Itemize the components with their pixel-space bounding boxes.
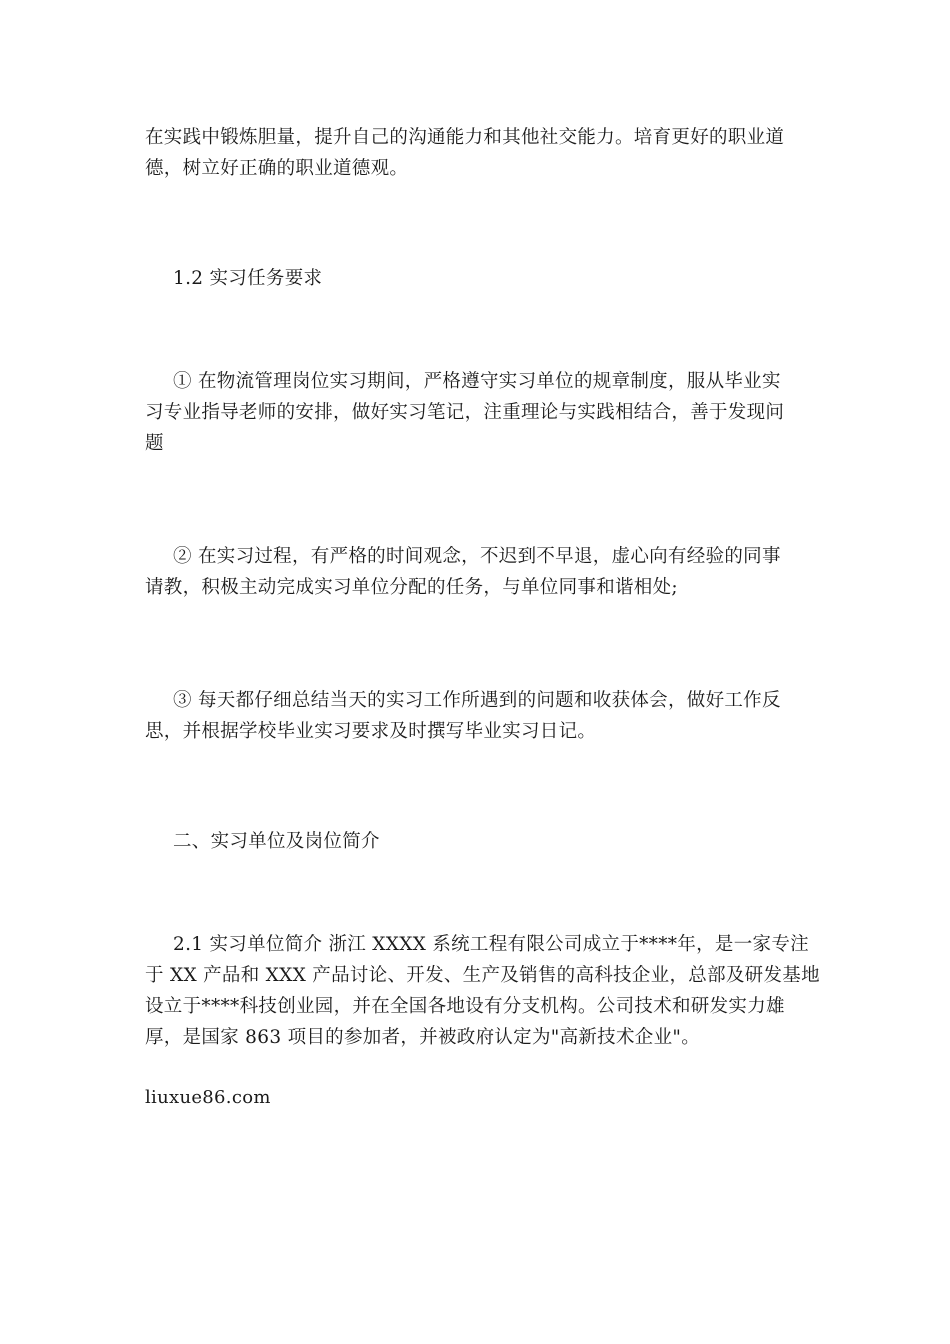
text-line: ① 在物流管理岗位实习期间，严格遵守实习单位的规章制度，服从毕业实 <box>173 371 781 392</box>
text-line: 思，并根据学校毕业实习要求及时撰写毕业实习日记。 <box>145 721 597 742</box>
text-line: ② 在实习过程，有严格的时间观念，不迟到不早退，虚心向有经验的同事 <box>173 546 781 567</box>
text-line: 设立于****科技创业园，并在全国各地设有分支机构。公司技术和研发实力雄 <box>145 996 785 1017</box>
text-line: 习专业指导老师的安排，做好实习笔记，注重理论与实践相结合，善于发现问 <box>145 402 785 423</box>
section-heading-2 <box>145 826 805 857</box>
text-line: 题 <box>145 433 164 454</box>
source-url: liuxue86.com <box>145 1087 271 1108</box>
text-line: ③ 每天都仔细总结当天的实习工作所遇到的问题和收获体会，做好工作反 <box>173 690 781 711</box>
text-line: 德，树立好正确的职业道德观。 <box>145 158 409 179</box>
paragraph-company-intro <box>145 929 820 1053</box>
heading-text: 1.2 实习任务要求 <box>173 268 323 289</box>
heading-text: 二、实习单位及岗位简介 <box>173 831 380 852</box>
text-line: 2.1 实习单位简介 浙江 XXXX 系统工程有限公司成立于****年，是一家专注 <box>173 934 809 955</box>
paragraph-requirement-1 <box>145 366 805 459</box>
section-heading-1-2 <box>145 263 805 294</box>
text-line: 于 XX 产品和 XXX 产品讨论、开发、生产及销售的高科技企业，总部及研发基地 <box>145 965 820 986</box>
text-line: 请教，积极主动完成实习单位分配的任务，与单位同事和谐相处; <box>145 577 678 598</box>
text-line: 厚，是国家 863 项目的参加者，并被政府认定为"高新技术企业"。 <box>145 1027 700 1048</box>
paragraph-requirement-3 <box>145 685 805 747</box>
text-line: 在实践中锻炼胆量，提升自己的沟通能力和其他社交能力。培育更好的职业道 <box>145 127 785 148</box>
paragraph-intro-continuation <box>145 122 805 184</box>
paragraph-requirement-2 <box>145 541 805 603</box>
